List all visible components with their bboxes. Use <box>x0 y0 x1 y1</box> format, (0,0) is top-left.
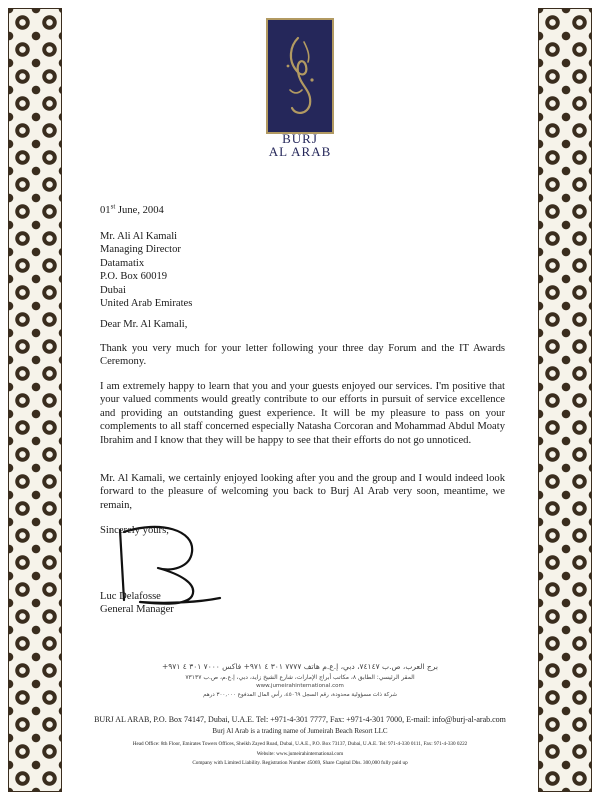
address-line: Mr. Ali Al Kamali <box>100 231 178 242</box>
decorative-border-left <box>8 8 62 792</box>
date-rest: June, 2004 <box>115 205 164 216</box>
address-line: Datamatix <box>100 257 145 269</box>
date-suffix: st <box>110 202 116 211</box>
paragraph-2: I am extremely happy to learn that you and your guests enjoyed our services. I'm positive that your valued comments would greatly contribute to our efforts in pursuit of service excellence and providing an outstanding guest experience. It will be my pleasure to pass on your complements to all staff concerned especially Natasha Corcoran and Mohammad Abdul Moaty Ibrahim and I know that they will be happy to see that their efforts do not go unnoticed. <box>100 381 505 446</box>
paragraph-3: Mr. Al Kamali, we certainly enjoyed looking after you and the group and I would indeed look forward to the pleasure of welcoming you back to Burj Al Arab very soon, meantime, we remain, <box>100 473 505 511</box>
burj-al-arab-logo <box>266 18 334 134</box>
address-line: Managing Director <box>100 244 181 256</box>
signer-name: Luc Delafosse <box>100 591 161 602</box>
closing: Sincerely yours, <box>100 525 169 536</box>
date-day: 01 <box>100 205 111 216</box>
logo-emblem-icon <box>268 20 332 132</box>
footer-arabic-line-3: www.jumeirahinternational.com <box>256 683 344 689</box>
footer-arabic-line-2: المقر الرئيسي: الطابق ٨، مكاتب أبراج الإمارات، شارع الشيخ زايد، دبي، إ.ع.م، ص.ب ٧٣١٣٧ <box>185 674 415 681</box>
footer-company-line: Company with Limited Liability. Registration Number 45069, Share Capital Dhs. 300,000 fully paid up <box>192 760 408 766</box>
footer-address-line: BURJ AL ARAB, P.O. Box 74147, Dubai, U.A.E. Tel: +971-4-301 7777, Fax: +971-4-301 7000, E-mail: info@burj-al-arab.com <box>94 715 506 724</box>
footer-website-line: Website: www.jumeirahinternational.com <box>256 751 344 757</box>
paragraph-1: Thank you very much for your letter following your three day Forum and the IT Awards Ceremony. <box>100 343 505 368</box>
recipient-address <box>100 230 192 310</box>
address-line: P.O. Box 60019 <box>100 271 168 283</box>
footer-arabic-line-1: برج العرب، ص.ب ٧٤١٤٧، دبي، إ.ع.م هاتف ٧٧٧٧ ٣٠١ ٤ ٩٧١+ فاكس ٧٠٠٠ ٣٠١ ٤ ٩٧١+ <box>161 662 438 671</box>
address-line: Dubai <box>100 284 126 296</box>
signer-block <box>100 590 174 617</box>
footer-trading-line: Burj Al Arab is a trading name of Jumeirah Beach Resort LLC <box>212 727 388 735</box>
logo-line-2: AL ARAB <box>268 144 332 159</box>
logo-line-1: BURJ <box>282 131 318 146</box>
signer-title: General Manager <box>100 604 174 616</box>
address-line: United Arab Emirates <box>100 298 193 310</box>
decorative-border-right <box>538 8 592 792</box>
letter-date <box>100 204 164 217</box>
footer-arabic-line-4: شركة ذات مسؤولية محدودة، رقم السجل ٤٥٠٦٩، رأس المال المدفوع ٣٠٠,٠٠٠ درهم <box>203 692 397 698</box>
logo-wordmark <box>250 132 350 158</box>
footer-head-office-line: Head Office: 8th Floor, Emirates Towers Offices, Sheikh Zayed Road, Dubai, U.A.E., P.O. Box 73137, Dubai, U.A.E. Tel: 971-4-330 0111, Fax: 971-4-330 0222 <box>132 741 468 747</box>
salutation: Dear Mr. Al Kamali, <box>100 319 188 330</box>
